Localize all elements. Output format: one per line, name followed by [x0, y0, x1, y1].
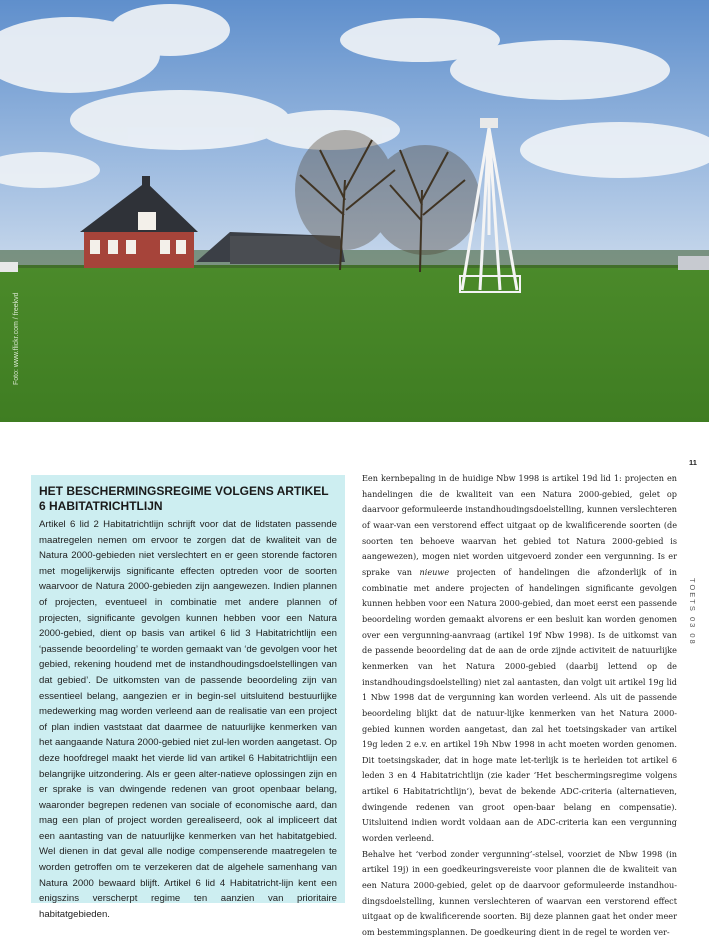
landscape-photo	[0, 0, 709, 422]
p1-text-a: Een kernbepaling in de huidige Nbw 1998 is artikel 19d lid 1: projecten en handelingen die de kwaliteit van een Natura 2000-gebied, gelet op daarvoor geformuleerde instandhoudingsdoelstelling, kunnen verslechteren of waar-van een verstorend effect uitgaat op de kwalificerende soorten (de soorten ten behoeve waarvan het gebied tot Natura 2000-gebied is aangewezen), mogen niet worden uitgevoerd zonder een vergunning. Is er sprake van	[362, 473, 677, 577]
photo-credit: Foto: www.flickr.com / freekvd	[13, 292, 20, 385]
meadow	[0, 265, 709, 422]
p1-emphasis: nieuwe	[419, 566, 450, 577]
main-paragraph-1	[362, 471, 677, 847]
shed	[678, 256, 709, 270]
gate	[0, 262, 18, 272]
page-number: 11	[689, 458, 697, 467]
landscape-illustration	[0, 0, 709, 422]
box-title: HET BESCHERMINGSREGIME VOLGENS ARTIKEL 6 HABITATRICHTLIJN	[39, 484, 329, 513]
box-body: Artikel 6 lid 2 Habitatrichtlijn schrijft voor dat de lidstaten passende maatregelen nemen om ervoor te zorgen dat de kwaliteit van de Natura 2000-gebieden niet verslechtert en er geen storende factoren met mogelijkerwijs significante effecten optreden voor de soorten waarvoor de Natura 2000-gebieden zijn aangewezen. Indien plannen of projecten, eventueel in combinatie met andere plannen of projecten, significante gevolgen kunnen hebben voor een Natura 2000-gebied, dient op basis van artikel 6 lid 3 Habitatrichtlijn een ‘passende beoordeling’ te worden gemaakt van ‘de gevolgen voor het gebied, rekening houdend met de instandhoudingsdoelstellingen van dat gebied’. De uitkomsten van de passende beoordeling zijn van essentieel belang, aangezien er in begin-sel uitsluitend bestuurlijke medewerking mag worden verleend aan de realisatie van een project of plan indien vaststaat dat daarmee de natuurlijke kenmerken van het aangaande Natura 2000-gebied niet zul-len worden aangetast. Op deze hoofdregel maakt het vierde lid van artikel 6 Habitatrichtlijn een belangrijke uitzondering. Als er geen alter-natieve oplossingen zijn en er sprake is van dwingende redenen van groot openbaar belang, waaronder begrepen redenen van sociale of economische aard, dan mag een plan of project worden gerealiseerd, ook al impliceert dat een aantasting van de natuurlijke kenmerken van het habitatgebied. Wel dienen in dat geval alle nodige compenserende maatregelen te worden getroffen om te verzekeren dat de algehele samenhang van Natura 2000 bewaard blijft. Artikel 6 lid 4 Habitatricht-lijn kent een enigszins verscherpt regime ten aanzien van prioritaire habitatgebieden.	[39, 519, 337, 920]
issue-label: TOETS 03 08	[688, 578, 697, 646]
main-paragraph-2: Behalve het ‘verbod zonder vergunning’-stelsel, voorziet de Nbw 1998 (in artikel 19j) in een goedkeuringsvereiste voor plannen die de kwaliteit van een Natura 2000-gebied, gelet op de daarvoor geformuleerde instandhou-dingsdoelstelling, kunnen verslechteren of waarvan een verstorend effect uitgaat op de kwalificerende soorten. Bij deze plannen gaat het onder meer om bestemmingsplannen. De goedkeuring dient in de regel te worden ver-	[362, 848, 677, 938]
tower-top	[480, 118, 498, 128]
p1-text-b: projecten of handelingen die afzonderlijk of in combinatie met andere projecten of handelingen significante gevolgen kunnen hebben voor een Natura 2000-gebied, dan moet eerst een passende beoordeling worden gemaakt alvorens er een besluit kan worden genomen over een vergunning-aanvraag (artikel 19f Nbw 1998). Is de uitkomst van de passende beoordeling dat de aan de orde zijnde activiteit de natuurlijke kenmerken van het Natura 2000-gebied (daarbij lettend op de instandhoudingsdoelstelling) niet zal aantasten, dan volgt uit artikel 19g lid 1 Nbw 1998 dat de vergunning kan worden verleend. Als uit de passende beoordeling blijkt dat de natuur-lijke kenmerken van het Natura 2000-gebied kunnen worden aangetast, dan zal het toetsingskader van artikel 19g leden 2 e.v. en artikel 19h Nbw 1998 in acht moeten worden genomen. Dit toetsingskader, dat in hoge mate let-terlijk is te herleiden tot artikel 6 leden 3 en 4 Habitatrichtlijn (zie kader ‘Het beschermingsregime volgens artikel 6 Habitatrichtlijn’), bevat de bekende ADC-criteria (alternatieven, dwingende redenen van groot open-baar belang en compensatie). Uitsluitend indien wordt voldaan aan de ADC-criteria kan een vergunning worden verleend.	[362, 566, 677, 844]
main-column	[362, 471, 677, 941]
sidebar-box	[31, 475, 345, 920]
